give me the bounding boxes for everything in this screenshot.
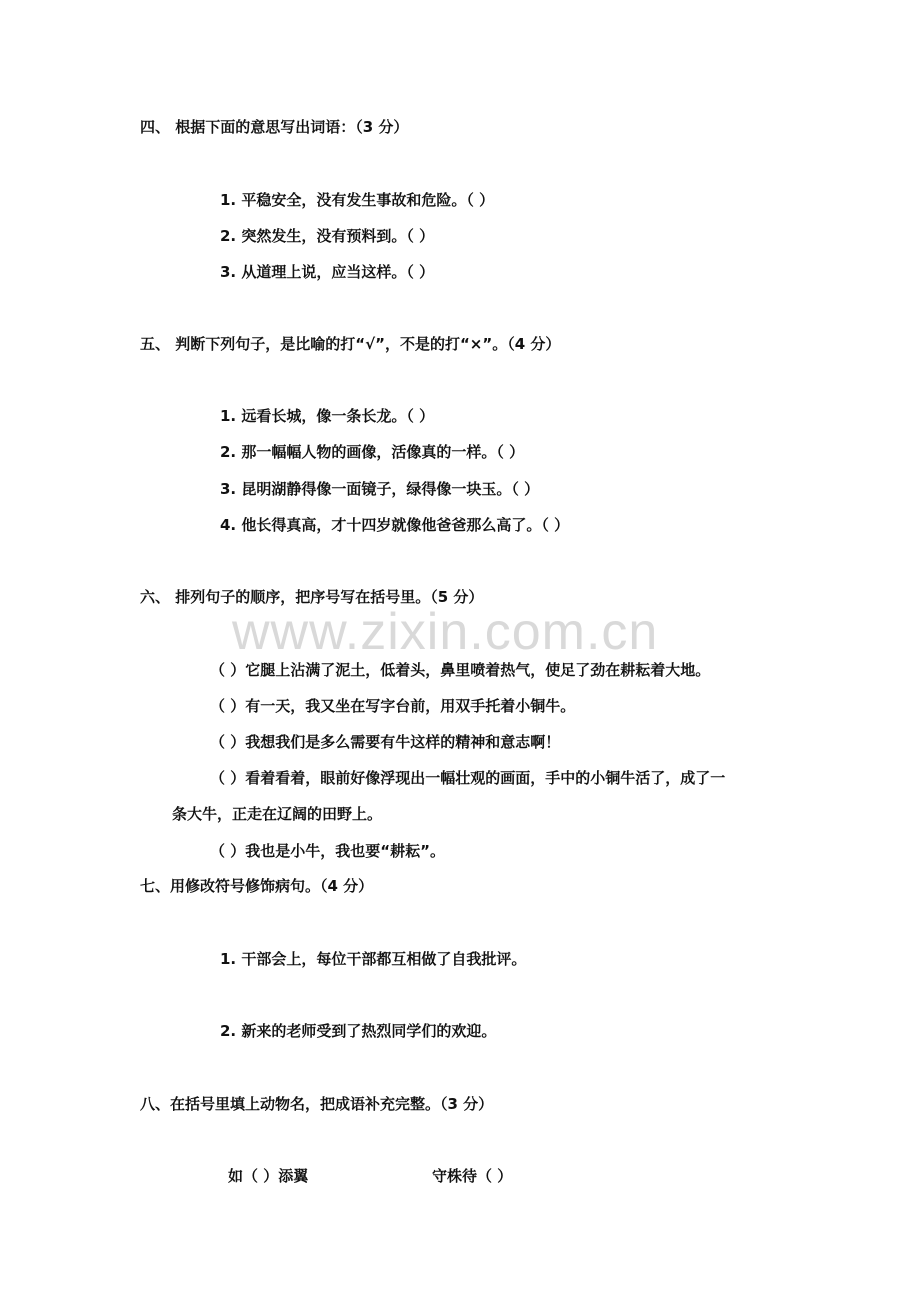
section-7-heading: 七、用修改符号修饰病句。（4 分）	[140, 877, 374, 895]
section-5-item-4: 4. 他长得真高，才十四岁就像他爸爸那么高了。（ ）	[220, 516, 570, 534]
section-5-item-2: 2. 那一幅幅人物的画像，活像真的一样。（ ）	[220, 443, 525, 461]
section-7-item-1: 1. 干部会上，每位干部都互相做了自我批评。	[220, 950, 527, 968]
section-6-item-1: （ ）它腿上沾满了泥土，低着头，鼻里喷着热气，使足了劲在耕耘着大地。	[210, 661, 711, 679]
section-4-item-3: 3. 从道理上说，应当这样。（ ）	[220, 263, 435, 281]
section-7-item-2: 2. 新来的老师受到了热烈同学们的欢迎。	[220, 1022, 497, 1040]
section-6-item-4-continued: 条大牛，正走在辽阔的田野上。	[172, 805, 383, 823]
section-8-heading: 八、在括号里填上动物名，把成语补充完整。（3 分）	[140, 1095, 494, 1113]
watermark: www.zixin.com.cn	[232, 603, 659, 661]
section-5-item-3: 3. 昆明湖静得像一面镜子，绿得像一块玉。（ ）	[220, 480, 540, 498]
section-6-item-3: （ ）我想我们是多么需要有牛这样的精神和意志啊！	[210, 733, 561, 751]
section-6-heading: 六、 排列句子的顺序，把序号写在括号里。（5 分）	[140, 588, 484, 606]
section-4-item-2: 2. 突然发生，没有预料到。（ ）	[220, 227, 435, 245]
section-4-item-1: 1. 平稳安全，没有发生事故和危险。（ ）	[220, 191, 495, 209]
section-5-heading: 五、 判断下列句子，是比喻的打“√”，不是的打“×”。（4 分）	[140, 335, 561, 353]
section-5-item-1: 1. 远看长城，像一条长龙。（ ）	[220, 407, 435, 425]
section-4-heading: 四、 根据下面的意思写出词语：（3 分）	[140, 118, 409, 136]
section-6-item-5: （ ）我也是小牛，我也要“耕耘”。	[210, 842, 445, 860]
section-6-item-4: （ ）看着看着，眼前好像浮现出一幅壮观的画面，手中的小铜牛活了，成了一	[210, 769, 726, 787]
section-8-item-1: 如（ ）添翼	[228, 1167, 309, 1185]
section-6-item-2: （ ）有一天，我又坐在写字台前，用双手托着小铜牛。	[210, 697, 576, 715]
section-8-item-2: 守株待（ ）	[432, 1167, 513, 1185]
